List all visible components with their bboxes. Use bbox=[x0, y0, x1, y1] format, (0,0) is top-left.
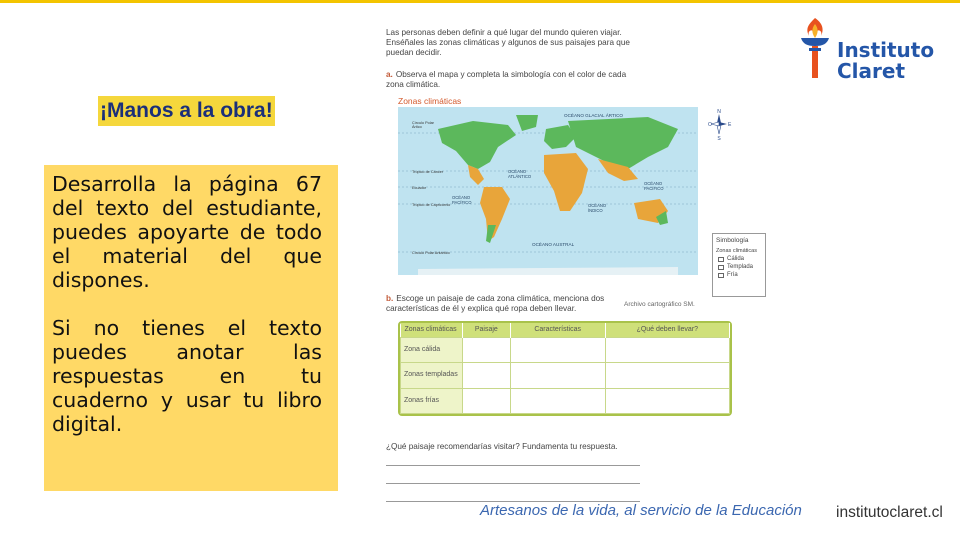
table-row-label: Zonas frías bbox=[401, 388, 463, 414]
table-row-label: Zona cálida bbox=[401, 337, 463, 363]
compass-e: E bbox=[728, 122, 732, 128]
worksheet-intro: Las personas deben definir a qué lugar del mundo quieren viajar. Enséñales las zonas climáticas y algunos de sus paisajes para que puedan decidir. bbox=[386, 28, 630, 57]
table-cell bbox=[510, 337, 605, 363]
page-heading: ¡Manos a la obra! bbox=[98, 96, 275, 126]
compass-rose-icon bbox=[708, 108, 730, 143]
activity-a-letter: a. bbox=[386, 70, 393, 79]
activity-b bbox=[386, 294, 626, 314]
label-atlantic-ocean: OCÉANO ATLÁNTICO bbox=[508, 169, 532, 179]
table-cell bbox=[605, 363, 729, 389]
footer-tagline: Artesanos de la vida, al servicio de la Educación bbox=[480, 502, 802, 519]
top-accent-line bbox=[0, 0, 960, 3]
legend-item bbox=[718, 263, 762, 271]
label-tropic-capricorn: Trópico de Capricornio bbox=[412, 203, 451, 207]
activity-a bbox=[386, 70, 646, 90]
logo-text bbox=[837, 40, 934, 82]
activity-b-letter: b. bbox=[386, 294, 394, 303]
legend-item bbox=[718, 255, 762, 263]
activity-b-text: Escoge un paisaje de cada zona climática, menciona dos características de él y explica qué ropa deben llevar. bbox=[386, 294, 605, 313]
legend-title: Simbología bbox=[716, 237, 749, 244]
label-southern-ocean: OCÉANO AUSTRAL bbox=[532, 242, 575, 247]
label-antarctic-circle: Círculo Polar Antártico bbox=[412, 251, 450, 255]
legend-swatch bbox=[718, 273, 724, 278]
compass-o: O bbox=[708, 122, 712, 128]
table-cell bbox=[605, 388, 729, 414]
compass-s: S bbox=[717, 136, 721, 142]
compass-n: N bbox=[717, 109, 721, 115]
answer-line bbox=[386, 483, 640, 484]
table-header: Zonas climáticas bbox=[401, 323, 463, 337]
institution-logo bbox=[795, 14, 945, 86]
table-row bbox=[401, 337, 730, 363]
climate-table bbox=[398, 321, 732, 416]
table-row bbox=[401, 388, 730, 414]
label-pacific-ocean-right: OCÉANO PACÍFICO bbox=[644, 181, 664, 191]
legend-item-label: Fría bbox=[727, 272, 738, 278]
footer-website: institutoclaret.cl bbox=[836, 504, 943, 521]
label-tropic-cancer: Trópico de Cáncer bbox=[412, 170, 444, 174]
worksheet-image bbox=[386, 28, 776, 508]
activity-a-text: Observa el mapa y completa la simbología con el color de cada zona climática. bbox=[386, 70, 627, 89]
table-cell bbox=[605, 337, 729, 363]
logo-line-1: Instituto bbox=[837, 38, 935, 62]
map-source: Archivo cartográfico SM. bbox=[624, 301, 695, 308]
table-cell bbox=[463, 388, 511, 414]
logo-line-2: Claret bbox=[837, 59, 906, 83]
table-cell bbox=[510, 388, 605, 414]
table-header: Características bbox=[510, 323, 605, 337]
final-question: ¿Qué paisaje recomendarías visitar? Fundamenta tu respuesta. bbox=[386, 442, 618, 451]
legend-subtitle: Zonas climáticas bbox=[716, 248, 757, 254]
table-row-label: Zonas templadas bbox=[401, 363, 463, 389]
label-equator: Ecuador bbox=[412, 186, 427, 190]
instructions-box bbox=[44, 165, 338, 491]
map-legend bbox=[712, 233, 766, 297]
legend-item-label: Cálida bbox=[727, 256, 745, 262]
legend-item-label: Templada bbox=[727, 264, 754, 270]
map-title: Zonas climáticas bbox=[398, 96, 462, 106]
answer-line bbox=[386, 465, 640, 466]
label-indian-ocean: OCÉANO ÍNDICO bbox=[588, 203, 607, 213]
world-map bbox=[398, 107, 698, 275]
legend-swatch bbox=[718, 257, 724, 262]
label-pacific-ocean-left: OCÉANO PACÍFICO bbox=[452, 195, 472, 205]
label-arctic-ocean: OCÉANO GLACIAL ÁRTICO bbox=[564, 113, 623, 118]
table-header: ¿Qué deben llevar? bbox=[605, 323, 729, 337]
label-arctic-circle: Círculo Polar Ártico bbox=[412, 121, 434, 130]
table-cell bbox=[463, 363, 511, 389]
table-row bbox=[401, 363, 730, 389]
torch-icon bbox=[795, 14, 835, 84]
table-cell bbox=[510, 363, 605, 389]
table-cell bbox=[463, 337, 511, 363]
instructions-paragraph-2: Si no tienes el texto puedes anotar las respuestas en tu cuaderno y usar tu libro digital. bbox=[52, 316, 322, 436]
table-header-row bbox=[401, 323, 730, 337]
instructions-paragraph-1: Desarrolla la página 67 del texto del estudiante, puedes apoyarte de todo el material del que dispones. bbox=[52, 172, 322, 292]
legend-item bbox=[718, 271, 762, 279]
table-header: Paisaje bbox=[463, 323, 511, 337]
legend-swatch bbox=[718, 265, 724, 270]
